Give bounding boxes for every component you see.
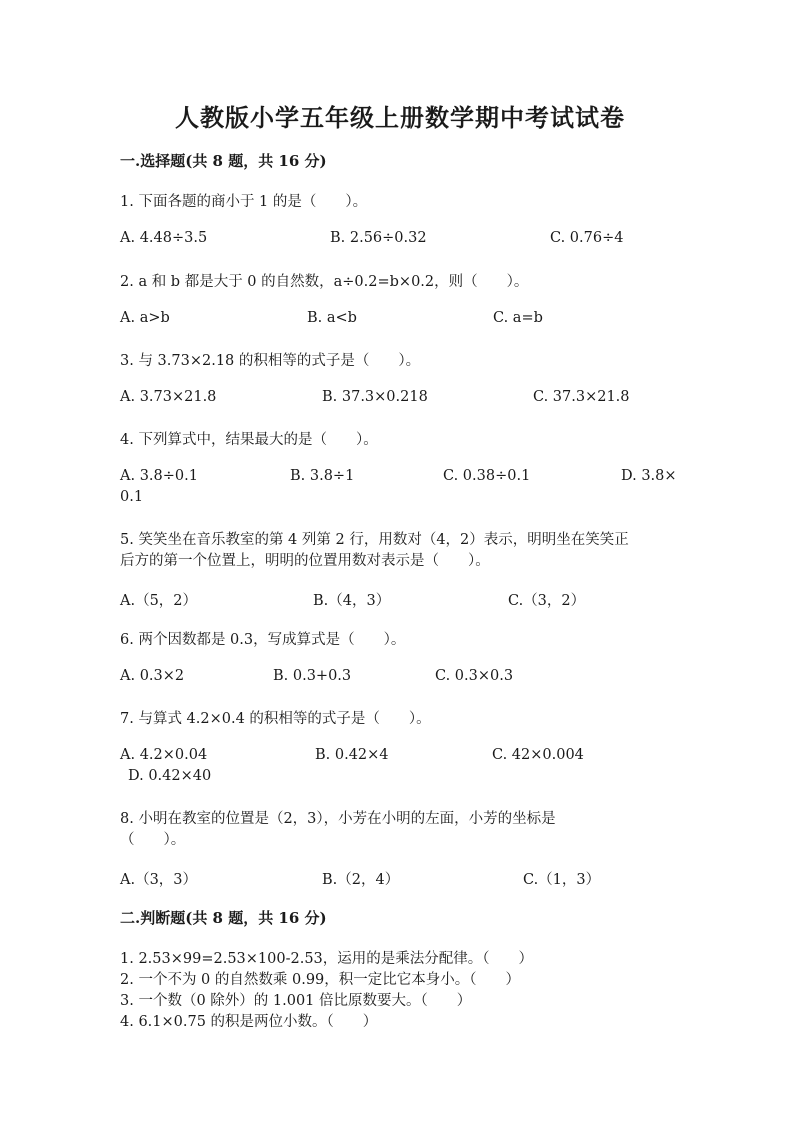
question-5-stem-line-1: 5. 笑笑坐在音乐教室的第 4 列第 2 行，用数对（4，2）表示，明明坐在笑笑正 [120, 532, 629, 548]
question-4-option-c: C. 0.38÷0.1 [443, 468, 531, 484]
question-8-stem-line-2: （ ）。 [120, 832, 186, 848]
question-4-option-d-continued: 0.1 [120, 489, 144, 505]
question-8-stem-line-1: 8. 小明在教室的位置是（2，3），小芳在小明的左面，小芳的坐标是 [120, 811, 556, 827]
question-5-option-b: B.（4，3） [313, 593, 391, 609]
question-1-option-c: C. 0.76÷4 [550, 230, 624, 246]
judgment-item-4: 4. 6.1×0.75 的积是两位小数。（ ） [120, 1014, 378, 1030]
judgment-item-1: 1. 2.53×99=2.53×100-2.53，运用的是乘法分配律。（ ） [120, 951, 534, 967]
question-7-option-d: D. 0.42×40 [128, 768, 212, 784]
question-8-option-b: B.（2，4） [322, 872, 400, 888]
question-1-option-a: A. 4.48÷3.5 [120, 230, 208, 246]
question-1-option-b: B. 2.56÷0.32 [330, 230, 427, 246]
question-3-option-b: B. 37.3×0.218 [322, 389, 428, 405]
question-2-option-b: B. a<b [307, 310, 357, 326]
question-5-option-c: C.（3，2） [508, 593, 586, 609]
question-2-option-c: C. a=b [493, 310, 543, 326]
question-6-option-c: C. 0.3×0.3 [435, 668, 514, 684]
section-2-heading: 二.判断题(共 8 题，共 16 分) [120, 909, 327, 927]
question-7-option-c: C. 42×0.004 [492, 747, 584, 763]
question-6-option-a: A. 0.3×2 [120, 668, 185, 684]
judgment-item-3: 3. 一个数（0 除外）的 1.001 倍比原数要大。（ ） [120, 993, 472, 1009]
question-3-stem: 3. 与 3.73×2.18 的积相等的式子是（ ）。 [120, 353, 421, 369]
question-7-option-b: B. 0.42×4 [315, 747, 389, 763]
question-4-option-a: A. 3.8÷0.1 [120, 468, 198, 484]
question-4-option-d: D. 3.8× [621, 468, 677, 484]
question-5-option-a: A.（5，2） [120, 593, 198, 609]
question-3-option-c: C. 37.3×21.8 [533, 389, 630, 405]
question-8-option-c: C.（1，3） [523, 872, 601, 888]
question-6-option-b: B. 0.3+0.3 [273, 668, 352, 684]
judgment-item-2: 2. 一个不为 0 的自然数乘 0.99，积一定比它本身小。（ ） [120, 972, 521, 988]
question-4-stem: 4. 下列算式中，结果最大的是（ ）。 [120, 432, 378, 448]
question-7-stem: 7. 与算式 4.2×0.4 的积相等的式子是（ ）。 [120, 711, 431, 727]
question-8-option-a: A.（3，3） [120, 872, 198, 888]
page-title: 人教版小学五年级上册数学期中考试试卷 [175, 103, 625, 132]
question-2-stem: 2. a 和 b 都是大于 0 的自然数，a÷0.2=b×0.2，则（ ）。 [120, 274, 529, 290]
question-6-stem: 6. 两个因数都是 0.3，写成算式是（ ）。 [120, 632, 406, 648]
question-1-stem: 1. 下面各题的商小于 1 的是（ ）。 [120, 194, 368, 210]
question-3-option-a: A. 3.73×21.8 [120, 389, 217, 405]
question-4-option-b: B. 3.8÷1 [290, 468, 355, 484]
question-2-option-a: A. a>b [120, 310, 170, 326]
question-5-stem-line-2: 后方的第一个位置上，明明的位置用数对表示是（ ）。 [120, 553, 490, 569]
question-7-option-a: A. 4.2×0.04 [120, 747, 208, 763]
section-1-heading: 一.选择题(共 8 题，共 16 分) [120, 152, 327, 170]
